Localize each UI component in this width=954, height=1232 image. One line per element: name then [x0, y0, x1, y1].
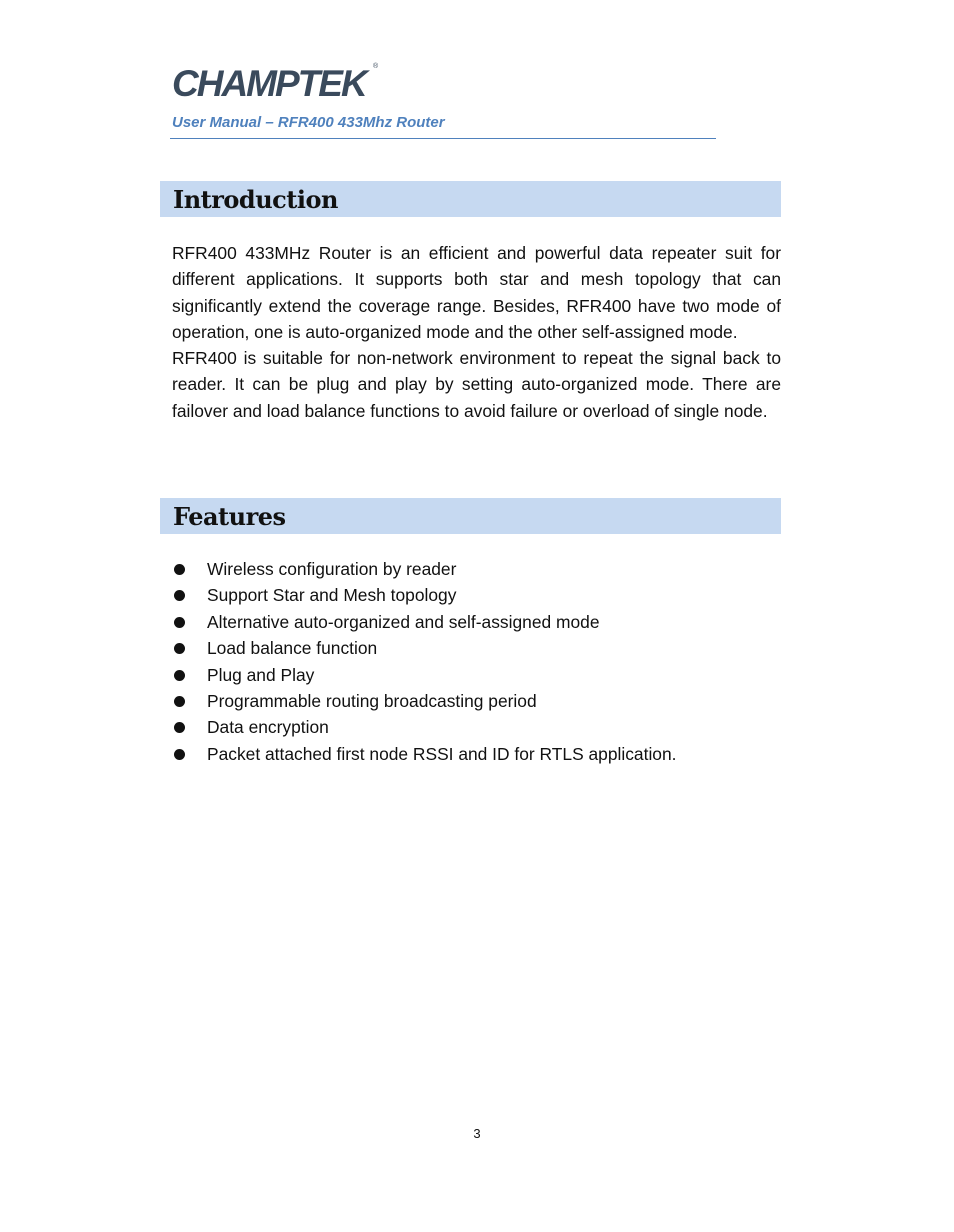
feature-text: Plug and Play [207, 664, 315, 685]
features-heading-bar [160, 498, 781, 534]
bullet-icon [174, 722, 185, 733]
champtek-logo [172, 60, 392, 102]
list-item [172, 635, 772, 661]
feature-text: Support Star and Mesh topology [207, 585, 457, 606]
introduction-heading-bar [160, 181, 781, 217]
introduction-paragraph-1: RFR400 433MHz Router is an efficient and powerful data repeater suit for different applications. It supports both star and mesh topology that can significantly extend the coverage range. Besides, RFR400 have two mode of operation, one is auto-organized mode and the other self-assigned mode. [172, 243, 781, 342]
bullet-icon [174, 564, 185, 575]
introduction-paragraph-2: RFR400 is suitable for non-network environment to repeat the signal back to reader. It can be plug and play by setting auto-organized mode. There are failover and load balance functions to avoid failure or overload of single node. [172, 348, 781, 421]
feature-text: Data encryption [207, 717, 329, 738]
features-heading: Features [173, 502, 286, 531]
list-item [172, 688, 772, 714]
bullet-icon [174, 590, 185, 601]
features-list [172, 556, 772, 767]
list-item [172, 609, 772, 635]
bullet-icon [174, 617, 185, 628]
list-item [172, 556, 772, 582]
feature-text: Load balance function [207, 638, 378, 659]
bullet-icon [174, 696, 185, 707]
list-item [172, 714, 772, 740]
feature-text: Programmable routing broadcasting period [207, 690, 537, 711]
bullet-icon [174, 749, 185, 760]
header-divider [170, 138, 716, 139]
champtek-logo-image [172, 60, 392, 102]
page-number: 3 [473, 1126, 481, 1141]
list-item [172, 662, 772, 688]
bullet-icon [174, 643, 185, 654]
introduction-heading: Introduction [173, 185, 338, 214]
registered-mark: ® [373, 63, 379, 70]
list-item [172, 582, 772, 608]
introduction-body [172, 240, 781, 424]
feature-text: Packet attached first node RSSI and ID for RTLS application. [207, 743, 677, 764]
document-subtitle: User Manual – RFR400 433Mhz Router [172, 114, 445, 131]
feature-text: Alternative auto-organized and self-assigned mode [207, 611, 600, 632]
feature-text: Wireless configuration by reader [207, 559, 457, 579]
logo-wordmark: CHAMPTEK [172, 63, 366, 102]
list-item [172, 741, 772, 767]
bullet-icon [174, 670, 185, 681]
